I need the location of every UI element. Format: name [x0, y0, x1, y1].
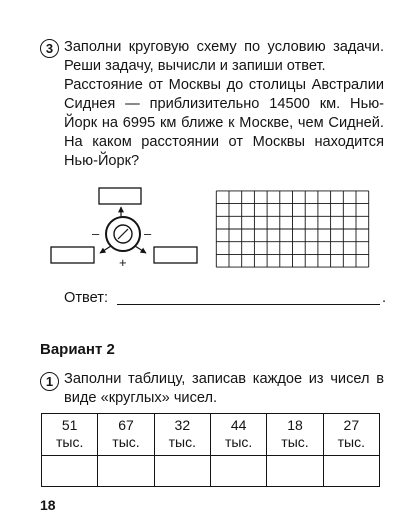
- answer-line[interactable]: [117, 304, 380, 305]
- table-cell-answer[interactable]: [42, 456, 98, 487]
- calculation-grid[interactable]: [205, 190, 380, 268]
- page-number: 18: [40, 497, 56, 513]
- scheme-minus-left: –: [92, 226, 100, 241]
- table-cell-answer[interactable]: [323, 456, 379, 487]
- task-3-text: Заполни круговую схему по условию задачи. Реши задачу, вычисли и запиши ответ. Расстояние от Москвы до столицы Австралии Сиднея — приблизительно 14500 км. Нью-Йорк на 6995 км ближе к Москве, чем Сидней. На каком расстоянии от Москвы находится Нью-Йорк?: [64, 39, 384, 169]
- table-cell-answer[interactable]: [210, 456, 266, 487]
- task-3-number: 3: [40, 39, 59, 58]
- answer-label: Ответ:: [64, 290, 108, 306]
- scheme-box-right: [154, 247, 197, 263]
- scheme-minus-right: –: [144, 226, 152, 241]
- scheme-arrow-left: [100, 246, 111, 253]
- table-cell-value: 27 тыс.: [323, 414, 379, 456]
- table-row-answers: [42, 456, 380, 487]
- answer-end-dot: .: [382, 290, 387, 306]
- circular-scheme: [40, 186, 200, 276]
- table-cell-value: 32 тыс.: [154, 414, 210, 456]
- task-1-text: Заполни таблицу, записав каждое из чисел в виде «круглых» чисел.: [64, 371, 384, 406]
- variant-title: Вариант 2: [40, 341, 115, 358]
- table-cell-answer[interactable]: [267, 456, 323, 487]
- table-cell-answer[interactable]: [154, 456, 210, 487]
- task-1-number: 1: [40, 372, 59, 391]
- table-cell-value: 67 тыс.: [98, 414, 154, 456]
- scheme-box-top: [99, 188, 141, 204]
- table-cell-value: 18 тыс.: [267, 414, 323, 456]
- table-row-values: [42, 414, 380, 456]
- table-cell-value: 44 тыс.: [210, 414, 266, 456]
- scheme-plus: +: [119, 255, 127, 270]
- numbers-table: [41, 413, 380, 487]
- table-cell-value: 51 тыс.: [42, 414, 98, 456]
- scheme-box-left: [51, 247, 94, 263]
- scheme-arrow-right: [135, 246, 146, 253]
- table-cell-answer[interactable]: [98, 456, 154, 487]
